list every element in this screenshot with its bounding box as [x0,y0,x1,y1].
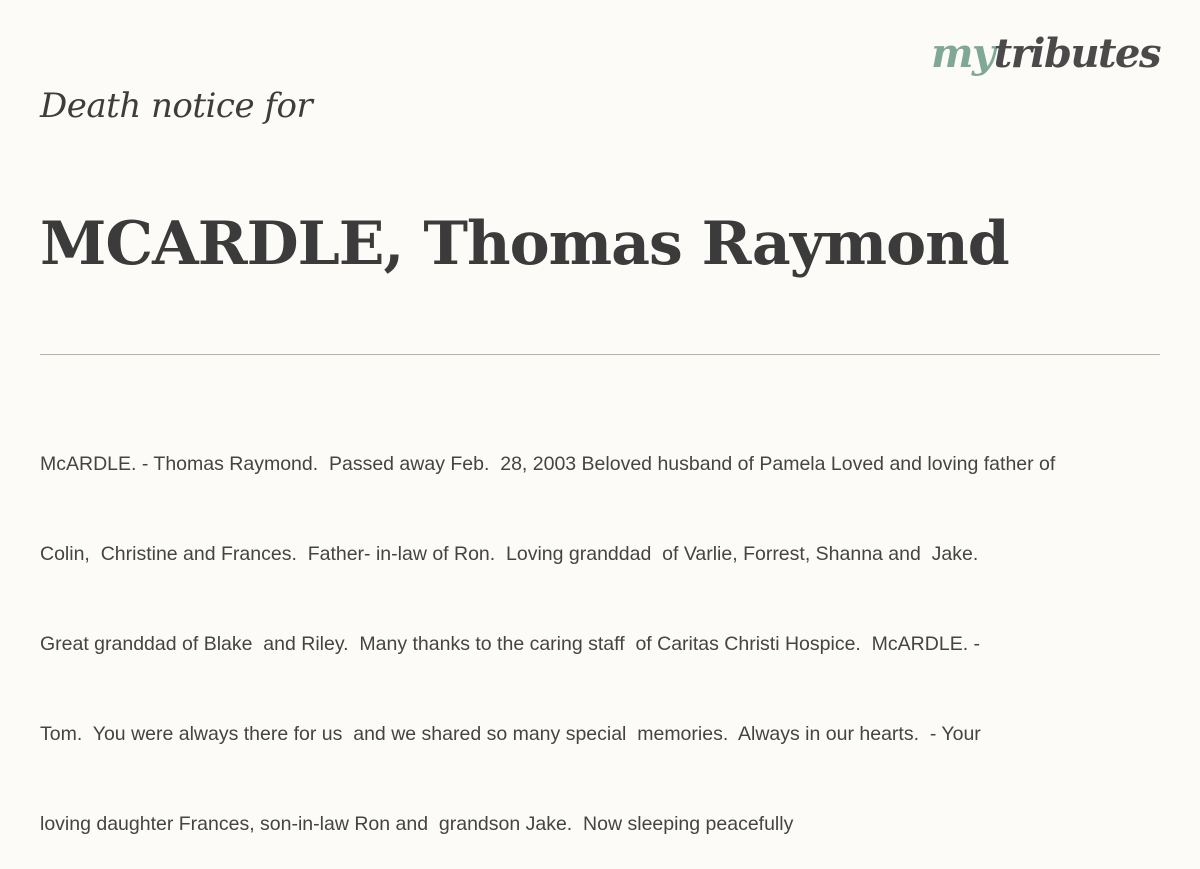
notice-text [40,389,1190,869]
notice-line: Colin, Christine and Frances. Father- in-law of Ron. Loving granddad of Varlie, Forrest, Shanna and Jake. [40,543,979,565]
notice-line: loving daughter Frances, son-in-law Ron and grandson Jake. Now sleeping peacefully [40,813,794,835]
divider [40,354,1160,355]
deceased-name: MCARDLE, Thomas Raymond [40,209,1009,279]
death-notice-subtitle: Death notice for [40,86,313,126]
logo-part-tributes: tributes [993,30,1160,77]
notice-line: McARDLE. - Thomas Raymond. Passed away Feb. 28, 2003 Beloved husband of Pamela Loved and loving father of [40,453,1056,475]
notice-line: Tom. You were always there for us and we shared so many special memories. Always in our hearts. - Your [40,723,981,745]
notice-line: Great granddad of Blake and Riley. Many thanks to the caring staff of Caritas Christi Hospice. McARDLE. - [40,633,981,655]
logo-part-my: my [931,30,994,77]
mytributes-logo[interactable] [931,30,1160,77]
